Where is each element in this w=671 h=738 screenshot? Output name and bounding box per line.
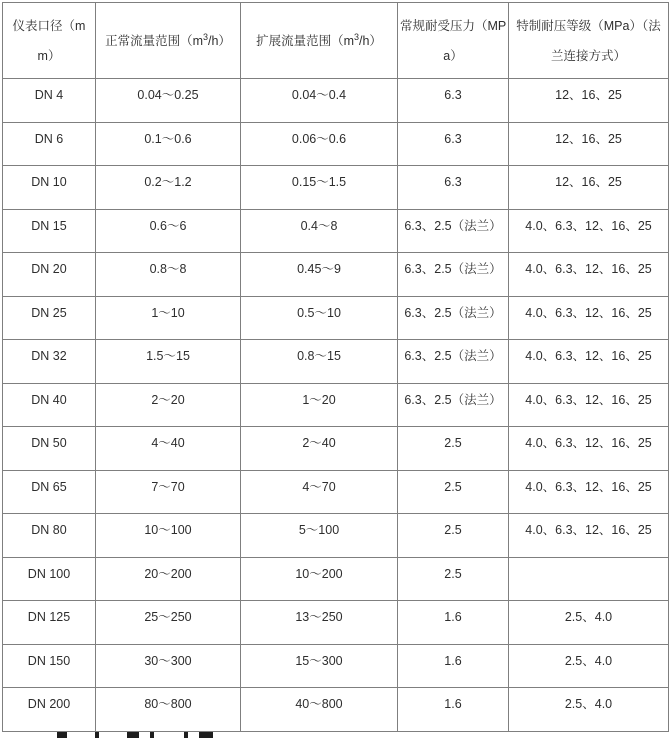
flowmeter-spec-table bbox=[2, 2, 669, 732]
cell-special-pressure: 4.0、6.3、12、16、25 bbox=[509, 427, 669, 471]
cell-standard-pressure: 6.3、2.5（法兰） bbox=[398, 340, 509, 384]
clipped-text-fragment bbox=[199, 732, 213, 738]
table-row bbox=[3, 427, 669, 471]
cell-special-pressure: 2.5、4.0 bbox=[509, 601, 669, 645]
cell-extended-flow: 0.06～0.6 bbox=[241, 122, 398, 166]
cell-extended-flow: 0.5～10 bbox=[241, 296, 398, 340]
cell-extended-flow: 1～20 bbox=[241, 383, 398, 427]
cell-standard-pressure: 6.3、2.5（法兰） bbox=[398, 209, 509, 253]
cell-special-pressure: 12、16、25 bbox=[509, 79, 669, 123]
cell-standard-pressure: 6.3 bbox=[398, 122, 509, 166]
table-row bbox=[3, 340, 669, 384]
table-row bbox=[3, 688, 669, 732]
header-meter-diameter-line1: 仪表口径（m bbox=[12, 18, 86, 33]
cell-extended-flow: 0.45～9 bbox=[241, 253, 398, 297]
cell-special-pressure: 4.0、6.3、12、16、25 bbox=[509, 253, 669, 297]
header-meter-diameter bbox=[3, 3, 96, 79]
cell-standard-pressure: 2.5 bbox=[398, 470, 509, 514]
cell-normal-flow: 0.2～1.2 bbox=[96, 166, 241, 210]
table-row bbox=[3, 514, 669, 558]
header-extended-flow-pre: 扩展流量范围（m bbox=[256, 33, 354, 48]
clipped-text-fragment bbox=[127, 732, 139, 738]
cell-special-pressure: 4.0、6.3、12、16、25 bbox=[509, 470, 669, 514]
cell-meter-diameter: DN 65 bbox=[3, 470, 96, 514]
header-standard-pressure-line2: a） bbox=[443, 48, 463, 63]
cell-standard-pressure: 2.5 bbox=[398, 514, 509, 558]
cell-normal-flow: 10～100 bbox=[96, 514, 241, 558]
cell-meter-diameter: DN 200 bbox=[3, 688, 96, 732]
header-extended-flow-range bbox=[241, 3, 398, 79]
table-row bbox=[3, 79, 669, 123]
cell-normal-flow: 20～200 bbox=[96, 557, 241, 601]
clipped-text-fragment bbox=[95, 732, 99, 738]
cell-normal-flow: 80～800 bbox=[96, 688, 241, 732]
cell-extended-flow: 40～800 bbox=[241, 688, 398, 732]
cell-extended-flow: 10～200 bbox=[241, 557, 398, 601]
cell-normal-flow: 1.5～15 bbox=[96, 340, 241, 384]
cell-meter-diameter: DN 6 bbox=[3, 122, 96, 166]
cell-meter-diameter: DN 20 bbox=[3, 253, 96, 297]
cell-special-pressure: 4.0、6.3、12、16、25 bbox=[509, 209, 669, 253]
cell-normal-flow: 0.04～0.25 bbox=[96, 79, 241, 123]
cell-standard-pressure: 2.5 bbox=[398, 557, 509, 601]
cell-extended-flow: 13～250 bbox=[241, 601, 398, 645]
cell-special-pressure: 2.5、4.0 bbox=[509, 688, 669, 732]
header-special-pressure bbox=[509, 3, 669, 79]
table-row bbox=[3, 166, 669, 210]
cell-normal-flow: 4～40 bbox=[96, 427, 241, 471]
header-normal-flow-range bbox=[96, 3, 241, 79]
table-row bbox=[3, 296, 669, 340]
cell-meter-diameter: DN 80 bbox=[3, 514, 96, 558]
cell-extended-flow: 0.15～1.5 bbox=[241, 166, 398, 210]
cell-standard-pressure: 6.3、2.5（法兰） bbox=[398, 383, 509, 427]
cell-standard-pressure: 6.3、2.5（法兰） bbox=[398, 296, 509, 340]
cell-extended-flow: 0.04～0.4 bbox=[241, 79, 398, 123]
cell-meter-diameter: DN 10 bbox=[3, 166, 96, 210]
cell-normal-flow: 7～70 bbox=[96, 470, 241, 514]
header-normal-flow-pre: 正常流量范围（m bbox=[105, 33, 203, 48]
cell-special-pressure: 4.0、6.3、12、16、25 bbox=[509, 514, 669, 558]
cell-normal-flow: 0.8～8 bbox=[96, 253, 241, 297]
cell-special-pressure: 4.0、6.3、12、16、25 bbox=[509, 340, 669, 384]
header-standard-pressure-line1: 常规耐受压力（MP bbox=[400, 18, 507, 33]
cell-special-pressure: 4.0、6.3、12、16、25 bbox=[509, 383, 669, 427]
cell-meter-diameter: DN 4 bbox=[3, 79, 96, 123]
cell-extended-flow: 0.8～15 bbox=[241, 340, 398, 384]
header-normal-flow-sup: 3 bbox=[202, 31, 208, 42]
table-row bbox=[3, 253, 669, 297]
cell-normal-flow: 30～300 bbox=[96, 644, 241, 688]
clipped-text-fragment bbox=[184, 732, 188, 738]
table-body bbox=[3, 79, 669, 732]
cell-special-pressure: 12、16、25 bbox=[509, 166, 669, 210]
cell-standard-pressure: 2.5 bbox=[398, 427, 509, 471]
cell-standard-pressure: 1.6 bbox=[398, 688, 509, 732]
table-row bbox=[3, 470, 669, 514]
cell-standard-pressure: 6.3、2.5（法兰） bbox=[398, 253, 509, 297]
header-row bbox=[3, 3, 669, 79]
table-row bbox=[3, 383, 669, 427]
table-row bbox=[3, 557, 669, 601]
cell-standard-pressure: 6.3 bbox=[398, 166, 509, 210]
cell-meter-diameter: DN 40 bbox=[3, 383, 96, 427]
table-row bbox=[3, 601, 669, 645]
header-meter-diameter-line2: m） bbox=[37, 48, 61, 63]
cell-special-pressure: 12、16、25 bbox=[509, 122, 669, 166]
table-row bbox=[3, 209, 669, 253]
clipped-text-fragment bbox=[57, 732, 67, 738]
header-normal-flow-post: /h） bbox=[208, 33, 231, 48]
cell-standard-pressure: 1.6 bbox=[398, 601, 509, 645]
header-standard-pressure bbox=[398, 3, 509, 79]
cell-extended-flow: 2～40 bbox=[241, 427, 398, 471]
cell-special-pressure: 4.0、6.3、12、16、25 bbox=[509, 296, 669, 340]
cell-normal-flow: 2～20 bbox=[96, 383, 241, 427]
cell-extended-flow: 4～70 bbox=[241, 470, 398, 514]
cell-extended-flow: 15～300 bbox=[241, 644, 398, 688]
cell-meter-diameter: DN 125 bbox=[3, 601, 96, 645]
cell-special-pressure bbox=[509, 557, 669, 601]
cell-normal-flow: 1～10 bbox=[96, 296, 241, 340]
cell-meter-diameter: DN 15 bbox=[3, 209, 96, 253]
header-extended-flow-post: /h） bbox=[359, 33, 382, 48]
cell-normal-flow: 25～250 bbox=[96, 601, 241, 645]
cell-meter-diameter: DN 100 bbox=[3, 557, 96, 601]
cell-meter-diameter: DN 32 bbox=[3, 340, 96, 384]
cell-meter-diameter: DN 25 bbox=[3, 296, 96, 340]
cell-special-pressure: 2.5、4.0 bbox=[509, 644, 669, 688]
cell-extended-flow: 0.4～8 bbox=[241, 209, 398, 253]
cell-meter-diameter: DN 50 bbox=[3, 427, 96, 471]
table-row bbox=[3, 122, 669, 166]
table-row bbox=[3, 644, 669, 688]
cell-standard-pressure: 6.3 bbox=[398, 79, 509, 123]
clipped-text-fragment bbox=[150, 732, 154, 738]
header-extended-flow-sup: 3 bbox=[353, 31, 359, 42]
cell-extended-flow: 5～100 bbox=[241, 514, 398, 558]
cell-normal-flow: 0.6～6 bbox=[96, 209, 241, 253]
header-special-pressure-line1: 特制耐压等级（MPa）（法 bbox=[516, 18, 661, 33]
clipped-next-text-line bbox=[0, 732, 671, 738]
cell-standard-pressure: 1.6 bbox=[398, 644, 509, 688]
header-special-pressure-line2: 兰连接方式） bbox=[550, 48, 626, 63]
cell-normal-flow: 0.1～0.6 bbox=[96, 122, 241, 166]
cell-meter-diameter: DN 150 bbox=[3, 644, 96, 688]
